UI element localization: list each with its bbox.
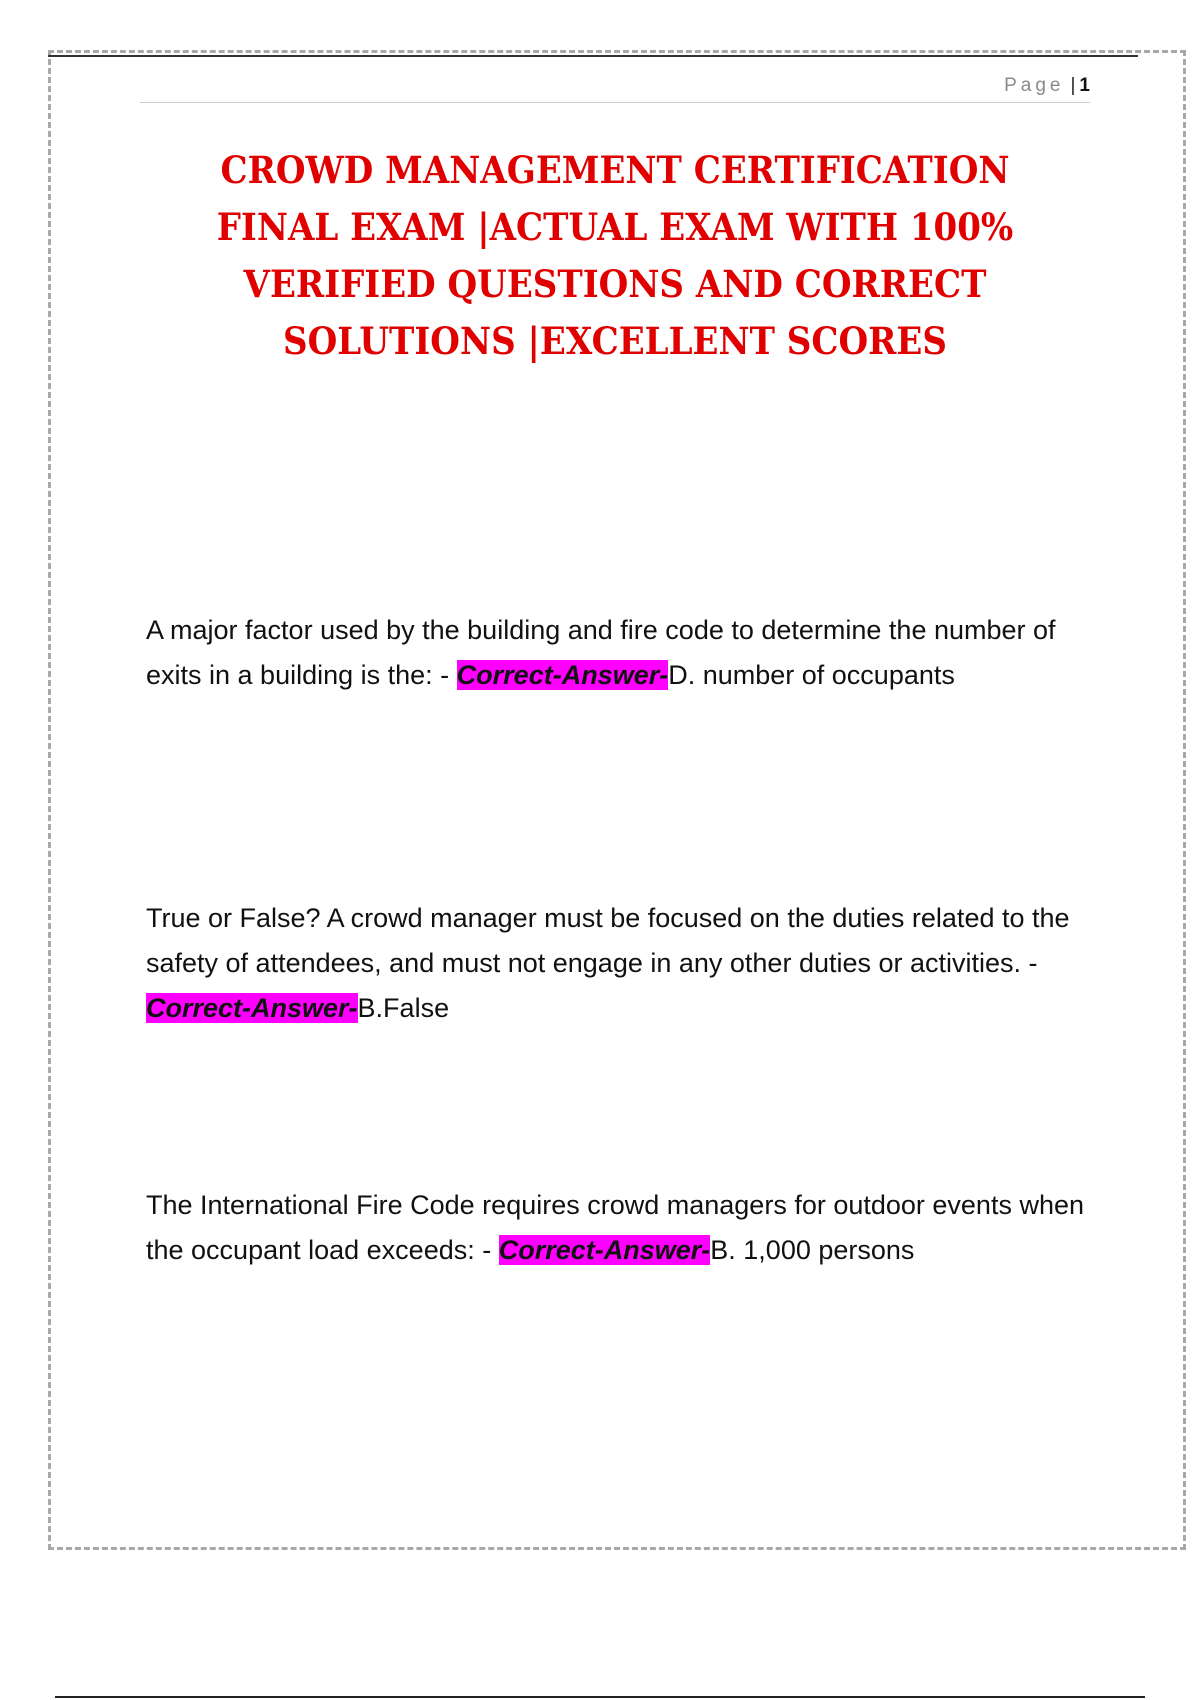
question-3 — [146, 1183, 1086, 1273]
correct-answer-label: Correct-Answer- — [146, 993, 358, 1023]
page-separator: | — [1070, 75, 1076, 96]
question-text: True or False? A crowd manager must be focused on the duties related to the safety of attendees, and must not engage in any other duties or activities. - — [146, 903, 1070, 978]
question-text: A major factor used by the building and fire code to determine the number of exits in a building is the: - — [146, 615, 1056, 690]
page-header — [140, 72, 1090, 103]
top-rule — [48, 55, 1138, 57]
answer-text: B. 1,000 persons — [710, 1235, 915, 1265]
question-text: The International Fire Code requires crowd managers for outdoor events when the occupant load exceeds: - — [146, 1190, 1084, 1265]
correct-answer-label: Correct-Answer- — [498, 1235, 711, 1265]
answer-text: D. number of occupants — [668, 660, 955, 690]
question-1 — [146, 608, 1086, 698]
page-label: Page — [1004, 75, 1065, 96]
document-title: CROWD MANAGEMENT CERTIFICATION FINAL EXAM |ACTUAL EXAM WITH 100% VERIFIED QUESTIONS AND CORRECT SOLUTIONS |EXCELLENT SCORES — [216, 148, 1014, 363]
correct-answer-label: Correct-Answer- — [456, 660, 669, 690]
question-2 — [146, 896, 1086, 1031]
bottom-rule — [55, 1696, 1145, 1698]
answer-text: B.False — [357, 993, 450, 1023]
page-number: 1 — [1079, 75, 1090, 96]
